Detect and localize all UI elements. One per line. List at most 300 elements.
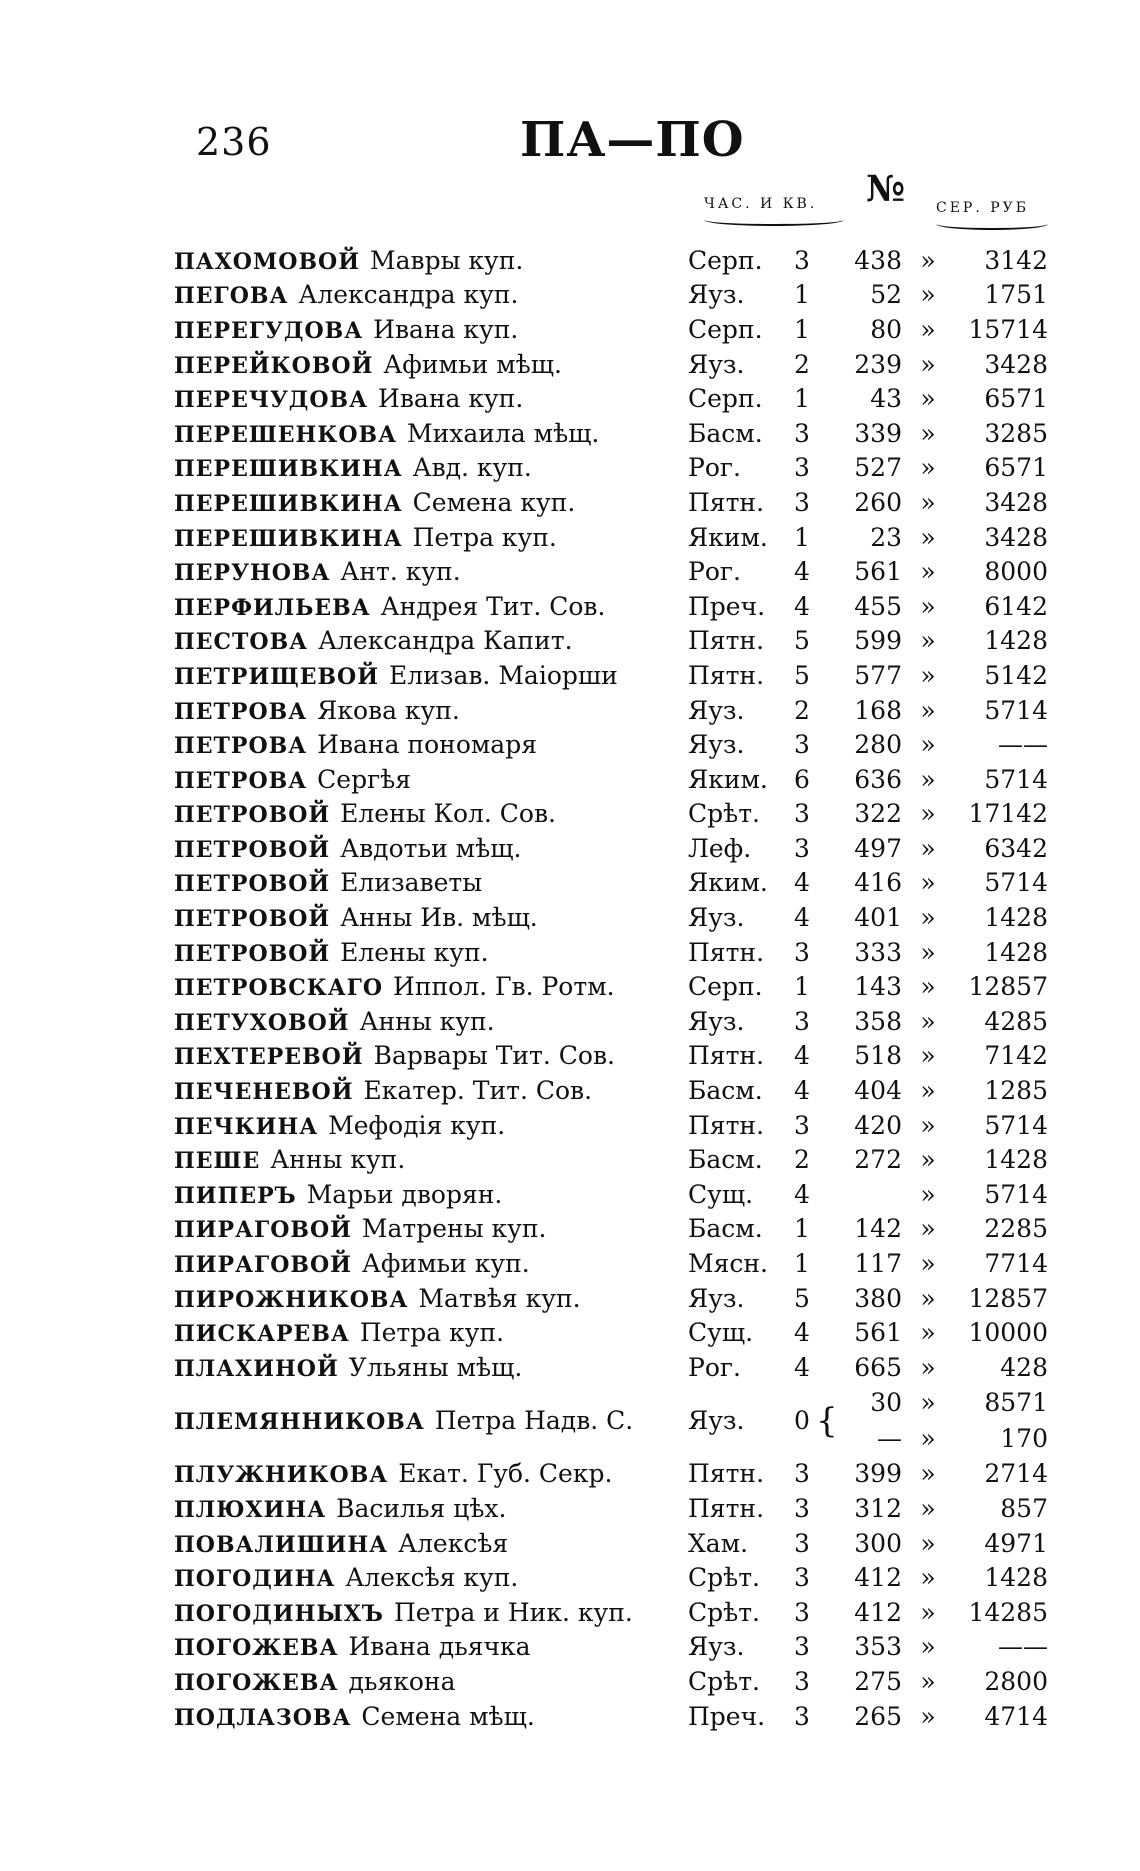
entry-name [174, 1529, 688, 1558]
entry-house-number: 117 [854, 1249, 902, 1279]
entry-house-number: 142 [854, 1214, 902, 1244]
entry-given-name: Ант. куп. [340, 557, 461, 587]
entry-district: Пятн. [688, 937, 765, 967]
entry-value-rubles: 170 [1000, 1424, 1048, 1454]
entry-house-number: 527 [854, 453, 902, 483]
entry-ditto-mark: » [920, 868, 936, 898]
entry-name [174, 938, 688, 967]
entry-value-rubles: 6571 [984, 384, 1048, 414]
entry-value-rubles: 857 [1000, 1493, 1048, 1523]
entry-surname: ПЛАХИНОЙ [174, 1355, 339, 1382]
entry-house-number: 399 [854, 1459, 902, 1489]
list-item [174, 416, 1054, 451]
entry-name [174, 384, 688, 413]
entry-given-name: Афимьи мѣщ. [383, 349, 562, 379]
entry-surname: ПОГОДИНЫХЪ [174, 1600, 384, 1627]
entry-district: Яуз. [688, 903, 745, 933]
entry-surname: ПЕТРОВОЙ [174, 906, 331, 933]
entry-given-name: Екатер. Тит. Сов. [363, 1076, 593, 1106]
entry-given-name: Мефодія куп. [328, 1110, 506, 1140]
entry-value-rubles: 14285 [968, 1597, 1048, 1627]
entry-house-number: 358 [854, 1006, 902, 1036]
entry-given-name: Петра Надв. С. [434, 1406, 634, 1436]
list-item [174, 1630, 1054, 1665]
entry-house-number: 168 [854, 695, 902, 725]
entry-house-number: 322 [854, 799, 902, 829]
entry-surname: ПИРАГОВОЙ [174, 1252, 352, 1279]
entry-ditto-mark: » [920, 1701, 936, 1731]
entry-district: Преч. [688, 591, 766, 621]
list-item [174, 797, 1054, 832]
list-item [174, 1281, 1054, 1316]
entry-district: Леф. [688, 833, 752, 863]
entry-surname: ПЕТРОВА [174, 698, 308, 725]
entry-block: 4 [794, 903, 810, 933]
entry-house-number: 577 [854, 660, 902, 690]
entry-block: 4 [794, 868, 810, 898]
entry-house-number: 339 [854, 418, 902, 448]
entry-block: 3 [794, 453, 810, 483]
entry-value-rubles: 3428 [984, 487, 1048, 517]
list-item [174, 1526, 1054, 1561]
entry-ditto-mark: » [920, 1563, 936, 1593]
entry-name [174, 1667, 688, 1696]
entry-ditto-mark: » [920, 1179, 936, 1209]
entry-value-rubles: 1428 [984, 1563, 1048, 1593]
entry-block: 1 [794, 522, 810, 552]
entry-block: 3 [794, 799, 810, 829]
entry-name [174, 1459, 688, 1488]
entry-district: Яуз. [688, 1283, 745, 1313]
entry-district: Пятн. [688, 660, 765, 690]
entry-value-rubles: 1751 [984, 280, 1048, 310]
entry-block: 3 [794, 1701, 810, 1731]
list-item [174, 243, 1054, 278]
list-item [174, 312, 1054, 347]
entry-value-rubles: 5142 [984, 660, 1048, 690]
list-item [174, 554, 1054, 589]
split-values [816, 1385, 1048, 1457]
entry-block: 5 [794, 660, 810, 690]
list-item [174, 1315, 1054, 1350]
entry-value-rubles: 5714 [984, 868, 1048, 898]
list-item [174, 935, 1054, 970]
entry-value-rubles: 1285 [984, 1076, 1048, 1106]
entry-value-rubles: 3285 [984, 418, 1048, 448]
entry-block: 4 [794, 1352, 810, 1382]
entry-ditto-mark: » [920, 1459, 936, 1489]
entry-ditto-mark: » [920, 349, 936, 379]
column-header-rubles-label: СЕР. РУБ [936, 200, 1030, 216]
list-item [174, 969, 1054, 1004]
entry-ditto-mark: » [920, 1493, 936, 1523]
entry-name [174, 661, 688, 690]
entry-surname: ПЕРФИЛЬЕВА [174, 594, 371, 621]
entry-ditto-mark: » [920, 695, 936, 725]
entry-ditto-mark: » [920, 591, 936, 621]
entry-district: Хам. [688, 1528, 749, 1558]
entry-ditto-mark: » [920, 1424, 936, 1454]
entry-ditto-mark: » [920, 1597, 936, 1627]
entry-surname: ПЕРУНОВА [174, 560, 331, 587]
entry-block: 3 [794, 418, 810, 448]
entry-block: 3 [794, 730, 810, 760]
entry-block: 6 [794, 764, 810, 794]
entry-value-rubles: 5714 [984, 764, 1048, 794]
entry-given-name: Андрея Тит. Сов. [380, 591, 606, 621]
entry-district: Срѣт. [688, 1597, 760, 1627]
entry-house-number: 143 [854, 972, 902, 1002]
entry-block: 3 [794, 1528, 810, 1558]
entry-surname: ПИСКАРЕВА [174, 1321, 350, 1348]
entry-district: Серп. [688, 245, 763, 275]
entry-given-name: Якова куп. [317, 695, 460, 725]
entry-value-rubles: 3428 [984, 522, 1048, 552]
entry-value-rubles: 10000 [968, 1318, 1048, 1348]
entry-district: Яуз. [688, 1006, 745, 1036]
entry-name [174, 834, 688, 863]
entry-ditto-mark: » [920, 384, 936, 414]
entry-ditto-mark: » [920, 1249, 936, 1279]
entry-ditto-mark: » [920, 1528, 936, 1558]
entry-house-number: 518 [854, 1041, 902, 1071]
entry-ditto-mark: » [920, 833, 936, 863]
entry-surname: ПЕТРОВСКАГО [174, 975, 384, 1002]
entry-name [174, 1076, 688, 1105]
entry-value-rubles: 6571 [984, 453, 1048, 483]
entry-value-rubles: 2800 [984, 1666, 1048, 1696]
entry-name [174, 1318, 688, 1347]
entry-surname: ПЕЧЕНЕВОЙ [174, 1079, 354, 1106]
entry-given-name: Елизав. Маiорши [389, 660, 618, 690]
entry-given-name: Алексѣя [398, 1528, 509, 1558]
entry-house-number: 80 [870, 314, 902, 344]
entry-house-number: 665 [854, 1352, 902, 1382]
entry-given-name: Ивана куп. [373, 314, 519, 344]
entry-name [174, 350, 688, 379]
entry-district: Пятн. [688, 626, 765, 656]
entry-house-number: 561 [854, 1318, 902, 1348]
split-line [836, 1421, 1048, 1457]
entry-district: Яким. [688, 764, 768, 794]
entry-block: 3 [794, 245, 810, 275]
entry-name [174, 246, 688, 275]
entry-block: 3 [794, 1459, 810, 1489]
entry-given-name: Семена мѣщ. [361, 1701, 535, 1731]
entry-name [174, 972, 688, 1001]
entry-house-number: 30 [870, 1388, 902, 1418]
entry-name [174, 557, 688, 586]
entry-name [174, 1284, 688, 1313]
entry-surname: ПИПЕРЪ [174, 1182, 297, 1209]
entry-house-number: 380 [854, 1283, 902, 1313]
entry-ditto-mark: » [920, 522, 936, 552]
entry-block: 4 [794, 1041, 810, 1071]
entry-district: Серп. [688, 972, 763, 1002]
entry-ditto-mark: » [920, 764, 936, 794]
entry-district: Рог. [688, 453, 741, 483]
entry-value-rubles: —— [998, 730, 1048, 760]
entry-district: Пятн. [688, 1459, 765, 1489]
entry-surname: ПЕРЕГУДОВА [174, 317, 364, 344]
entry-block: 3 [794, 937, 810, 967]
entry-district: Рог. [688, 1352, 741, 1382]
entry-block: 5 [794, 1283, 810, 1313]
entry-given-name: Петра куп. [412, 522, 557, 552]
entry-block: 3 [794, 487, 810, 517]
entry-name [174, 1494, 688, 1523]
entry-ditto-mark: » [920, 799, 936, 829]
entry-given-name: Петра и Ник. куп. [393, 1597, 633, 1627]
entry-block: 1 [794, 314, 810, 344]
entry-block: 4 [794, 1179, 810, 1209]
list-item [174, 381, 1054, 416]
entry-surname: ПЕТРОВОЙ [174, 940, 331, 967]
entry-block: 1 [794, 1249, 810, 1279]
list-item [174, 1246, 1054, 1281]
list-item [174, 1212, 1054, 1247]
entry-given-name: Анны куп. [359, 1006, 495, 1036]
entry-house-number: 412 [854, 1597, 902, 1627]
entry-ditto-mark: » [920, 1110, 936, 1140]
entry-ditto-mark: » [920, 937, 936, 967]
entry-name [174, 419, 688, 448]
entry-name [174, 1249, 688, 1278]
entry-ditto-mark: » [920, 1041, 936, 1071]
column-header-district-label: ЧАС. И КВ. [704, 196, 818, 212]
entry-district: Сущ. [688, 1318, 754, 1348]
entry-district: Сущ. [688, 1179, 754, 1209]
list-item [174, 693, 1054, 728]
entry-value-rubles: 15714 [968, 314, 1048, 344]
entry-district: Басм. [688, 1076, 763, 1106]
entry-surname: ПОВАЛИШИНА [174, 1531, 389, 1558]
entry-name [174, 799, 688, 828]
entry-value-rubles: 4971 [984, 1528, 1048, 1558]
entry-district: Пятн. [688, 1110, 765, 1140]
entry-ditto-mark: » [920, 245, 936, 275]
entry-house-number: 333 [854, 937, 902, 967]
entry-given-name: Василья цѣх. [336, 1493, 507, 1523]
entry-value-rubles: —— [998, 1632, 1048, 1662]
entry-surname: ПЕЧКИНА [174, 1113, 319, 1140]
entry-surname: ПЕХТЕРЕВОЙ [174, 1044, 364, 1071]
list-item [174, 1004, 1054, 1039]
entry-block: 1 [794, 972, 810, 1002]
list-item [174, 1350, 1054, 1385]
entry-district: Пятн. [688, 1493, 765, 1523]
list-item [174, 589, 1054, 624]
entry-name [174, 453, 688, 482]
entry-surname: ПОГОДИНА [174, 1566, 336, 1593]
entry-house-number: 275 [854, 1666, 902, 1696]
entry-house-number: 353 [854, 1632, 902, 1662]
column-header-district [704, 196, 844, 226]
entry-list [174, 243, 1054, 1733]
entry-house-number: 23 [870, 522, 902, 552]
entry-surname: ПЛЮХИНА [174, 1496, 327, 1523]
entry-house-number: 412 [854, 1563, 902, 1593]
list-item [174, 1491, 1054, 1526]
entry-district: Серп. [688, 314, 763, 344]
entry-value-rubles: 7714 [984, 1249, 1048, 1279]
entry-ditto-mark: » [920, 453, 936, 483]
entry-block: 1 [794, 1214, 810, 1244]
entry-ditto-mark: » [920, 1318, 936, 1348]
entry-surname: ПЕТРОВОЙ [174, 836, 331, 863]
list-item [174, 1560, 1054, 1595]
entry-surname: ПЕТРОВА [174, 767, 308, 794]
entry-given-name: Ивана куп. [378, 384, 524, 414]
entry-name [174, 730, 688, 759]
entry-value-rubles: 5714 [984, 1179, 1048, 1209]
entry-house-number: 280 [854, 730, 902, 760]
entry-surname: ПИРОЖНИКОВА [174, 1286, 409, 1313]
list-item [174, 658, 1054, 693]
entry-block: 4 [794, 1076, 810, 1106]
entry-ditto-mark: » [920, 1214, 936, 1244]
entry-district: Яуз. [688, 730, 745, 760]
entry-district: Срѣт. [688, 1563, 760, 1593]
list-item [174, 1039, 1054, 1074]
entry-ditto-mark: » [920, 1145, 936, 1175]
entry-given-name: Ульяны мѣщ. [348, 1352, 523, 1382]
entry-house-number: 416 [854, 868, 902, 898]
entry-surname: ПЕТУХОВОЙ [174, 1009, 350, 1036]
entry-name [174, 315, 688, 344]
entry-name [174, 523, 688, 552]
entry-surname: ПЕРЕЧУДОВА [174, 387, 369, 414]
entry-block: 3 [794, 1110, 810, 1140]
entry-value-rubles: 5714 [984, 1110, 1048, 1140]
list-item [174, 1699, 1054, 1734]
entry-house-number: 401 [854, 903, 902, 933]
page-number: 236 [196, 120, 272, 164]
entry-name [174, 1598, 688, 1627]
entry-house-number: 404 [854, 1076, 902, 1106]
entry-name [174, 280, 688, 309]
entry-ditto-mark: » [920, 1666, 936, 1696]
entry-district: Яуз. [688, 349, 745, 379]
entry-house-number: 265 [854, 1701, 902, 1731]
entry-district: Срѣт. [688, 1666, 760, 1696]
entry-name [174, 696, 688, 725]
entry-given-name: Авдотьи мѣщ. [340, 833, 522, 863]
entry-given-name: Елены Кол. Сов. [340, 799, 556, 829]
entry-district: Срѣт. [688, 799, 760, 829]
entry-ditto-mark: » [920, 557, 936, 587]
list-item [174, 1385, 1054, 1457]
entry-value-rubles: 1428 [984, 937, 1048, 967]
entry-ditto-mark: » [920, 972, 936, 1002]
entry-value-rubles: 5714 [984, 695, 1048, 725]
entry-house-number: 599 [854, 626, 902, 656]
entry-given-name: дьякона [348, 1666, 456, 1696]
entry-name [174, 1180, 688, 1209]
entry-given-name: Авд. куп. [412, 453, 532, 483]
entry-value-rubles: 12857 [968, 972, 1048, 1002]
entry-name [174, 1145, 688, 1174]
list-item [174, 1142, 1054, 1177]
entry-given-name: Варвары Тит. Сов. [373, 1041, 615, 1071]
entry-value-rubles: 1428 [984, 626, 1048, 656]
entry-ditto-mark: » [920, 1006, 936, 1036]
entry-surname: ПЕШЕ [174, 1148, 261, 1175]
list-item [174, 1177, 1054, 1212]
entry-name [174, 1353, 688, 1382]
entry-surname: ПЕТРОВОЙ [174, 871, 331, 898]
column-header-number-label: № [866, 168, 906, 210]
entry-district: Яуз. [688, 695, 745, 725]
entry-surname: ПОГОЖЕВА [174, 1669, 339, 1696]
entry-name [174, 1007, 688, 1036]
entry-value-rubles: 2285 [984, 1214, 1048, 1244]
entry-district: Серп. [688, 384, 763, 414]
entry-name [174, 592, 688, 621]
entry-given-name: Елены куп. [340, 937, 489, 967]
list-item [174, 485, 1054, 520]
list-item [174, 900, 1054, 935]
entry-district: Пятн. [688, 1041, 765, 1071]
entry-block: 3 [794, 1632, 810, 1662]
entry-district: Яуз. [688, 1632, 745, 1662]
entry-house-number: 312 [854, 1493, 902, 1523]
entry-block: 3 [794, 1493, 810, 1523]
entry-district: Мясн. [688, 1249, 768, 1279]
list-item [174, 347, 1054, 382]
entry-surname: ПЕРЕШИВКИНА [174, 490, 403, 517]
page-title: ПА—ПО [520, 112, 745, 168]
entry-house-number: 260 [854, 487, 902, 517]
entry-given-name: Михаила мѣщ. [407, 418, 600, 448]
entry-given-name: Александра куп. [298, 280, 519, 310]
column-header-rubles [936, 200, 1048, 230]
entry-ditto-mark: » [920, 1076, 936, 1106]
entry-ditto-mark: » [920, 487, 936, 517]
entry-name [174, 1111, 688, 1140]
entry-given-name: Мавры куп. [370, 245, 524, 275]
entry-value-rubles: 428 [1000, 1352, 1048, 1382]
entry-value-rubles: 4285 [984, 1006, 1048, 1036]
entry-house-number: 561 [854, 557, 902, 587]
entry-house-number: 455 [854, 591, 902, 621]
entry-block: 3 [794, 1006, 810, 1036]
entry-block: 1 [794, 280, 810, 310]
entry-value-rubles: 3428 [984, 349, 1048, 379]
entry-value-rubles: 6142 [984, 591, 1048, 621]
entry-given-name: Петра куп. [359, 1318, 505, 1348]
entry-district: Яким. [688, 868, 768, 898]
entry-surname: ПЕРЕШЕНКОВА [174, 421, 397, 448]
entry-given-name: Елизаветы [340, 868, 483, 898]
entry-given-name: Матрены куп. [361, 1214, 547, 1244]
entry-given-name: Александра Капит. [318, 626, 573, 656]
entry-name [174, 1214, 688, 1243]
entry-value-rubles: 2714 [984, 1459, 1048, 1489]
entry-ditto-mark: » [920, 1632, 936, 1662]
entry-ditto-mark: » [920, 314, 936, 344]
entry-surname: ПОГОЖЕВА [174, 1635, 339, 1662]
entry-value-rubles: 8000 [984, 557, 1048, 587]
entry-name [174, 765, 688, 794]
list-item [174, 1664, 1054, 1699]
entry-value-rubles: 17142 [968, 799, 1048, 829]
entry-name [174, 488, 688, 517]
entry-district: Яуз. [688, 280, 745, 310]
list-item [174, 451, 1054, 486]
entry-house-number: 43 [870, 384, 902, 414]
entry-value-rubles: 12857 [968, 1283, 1048, 1313]
